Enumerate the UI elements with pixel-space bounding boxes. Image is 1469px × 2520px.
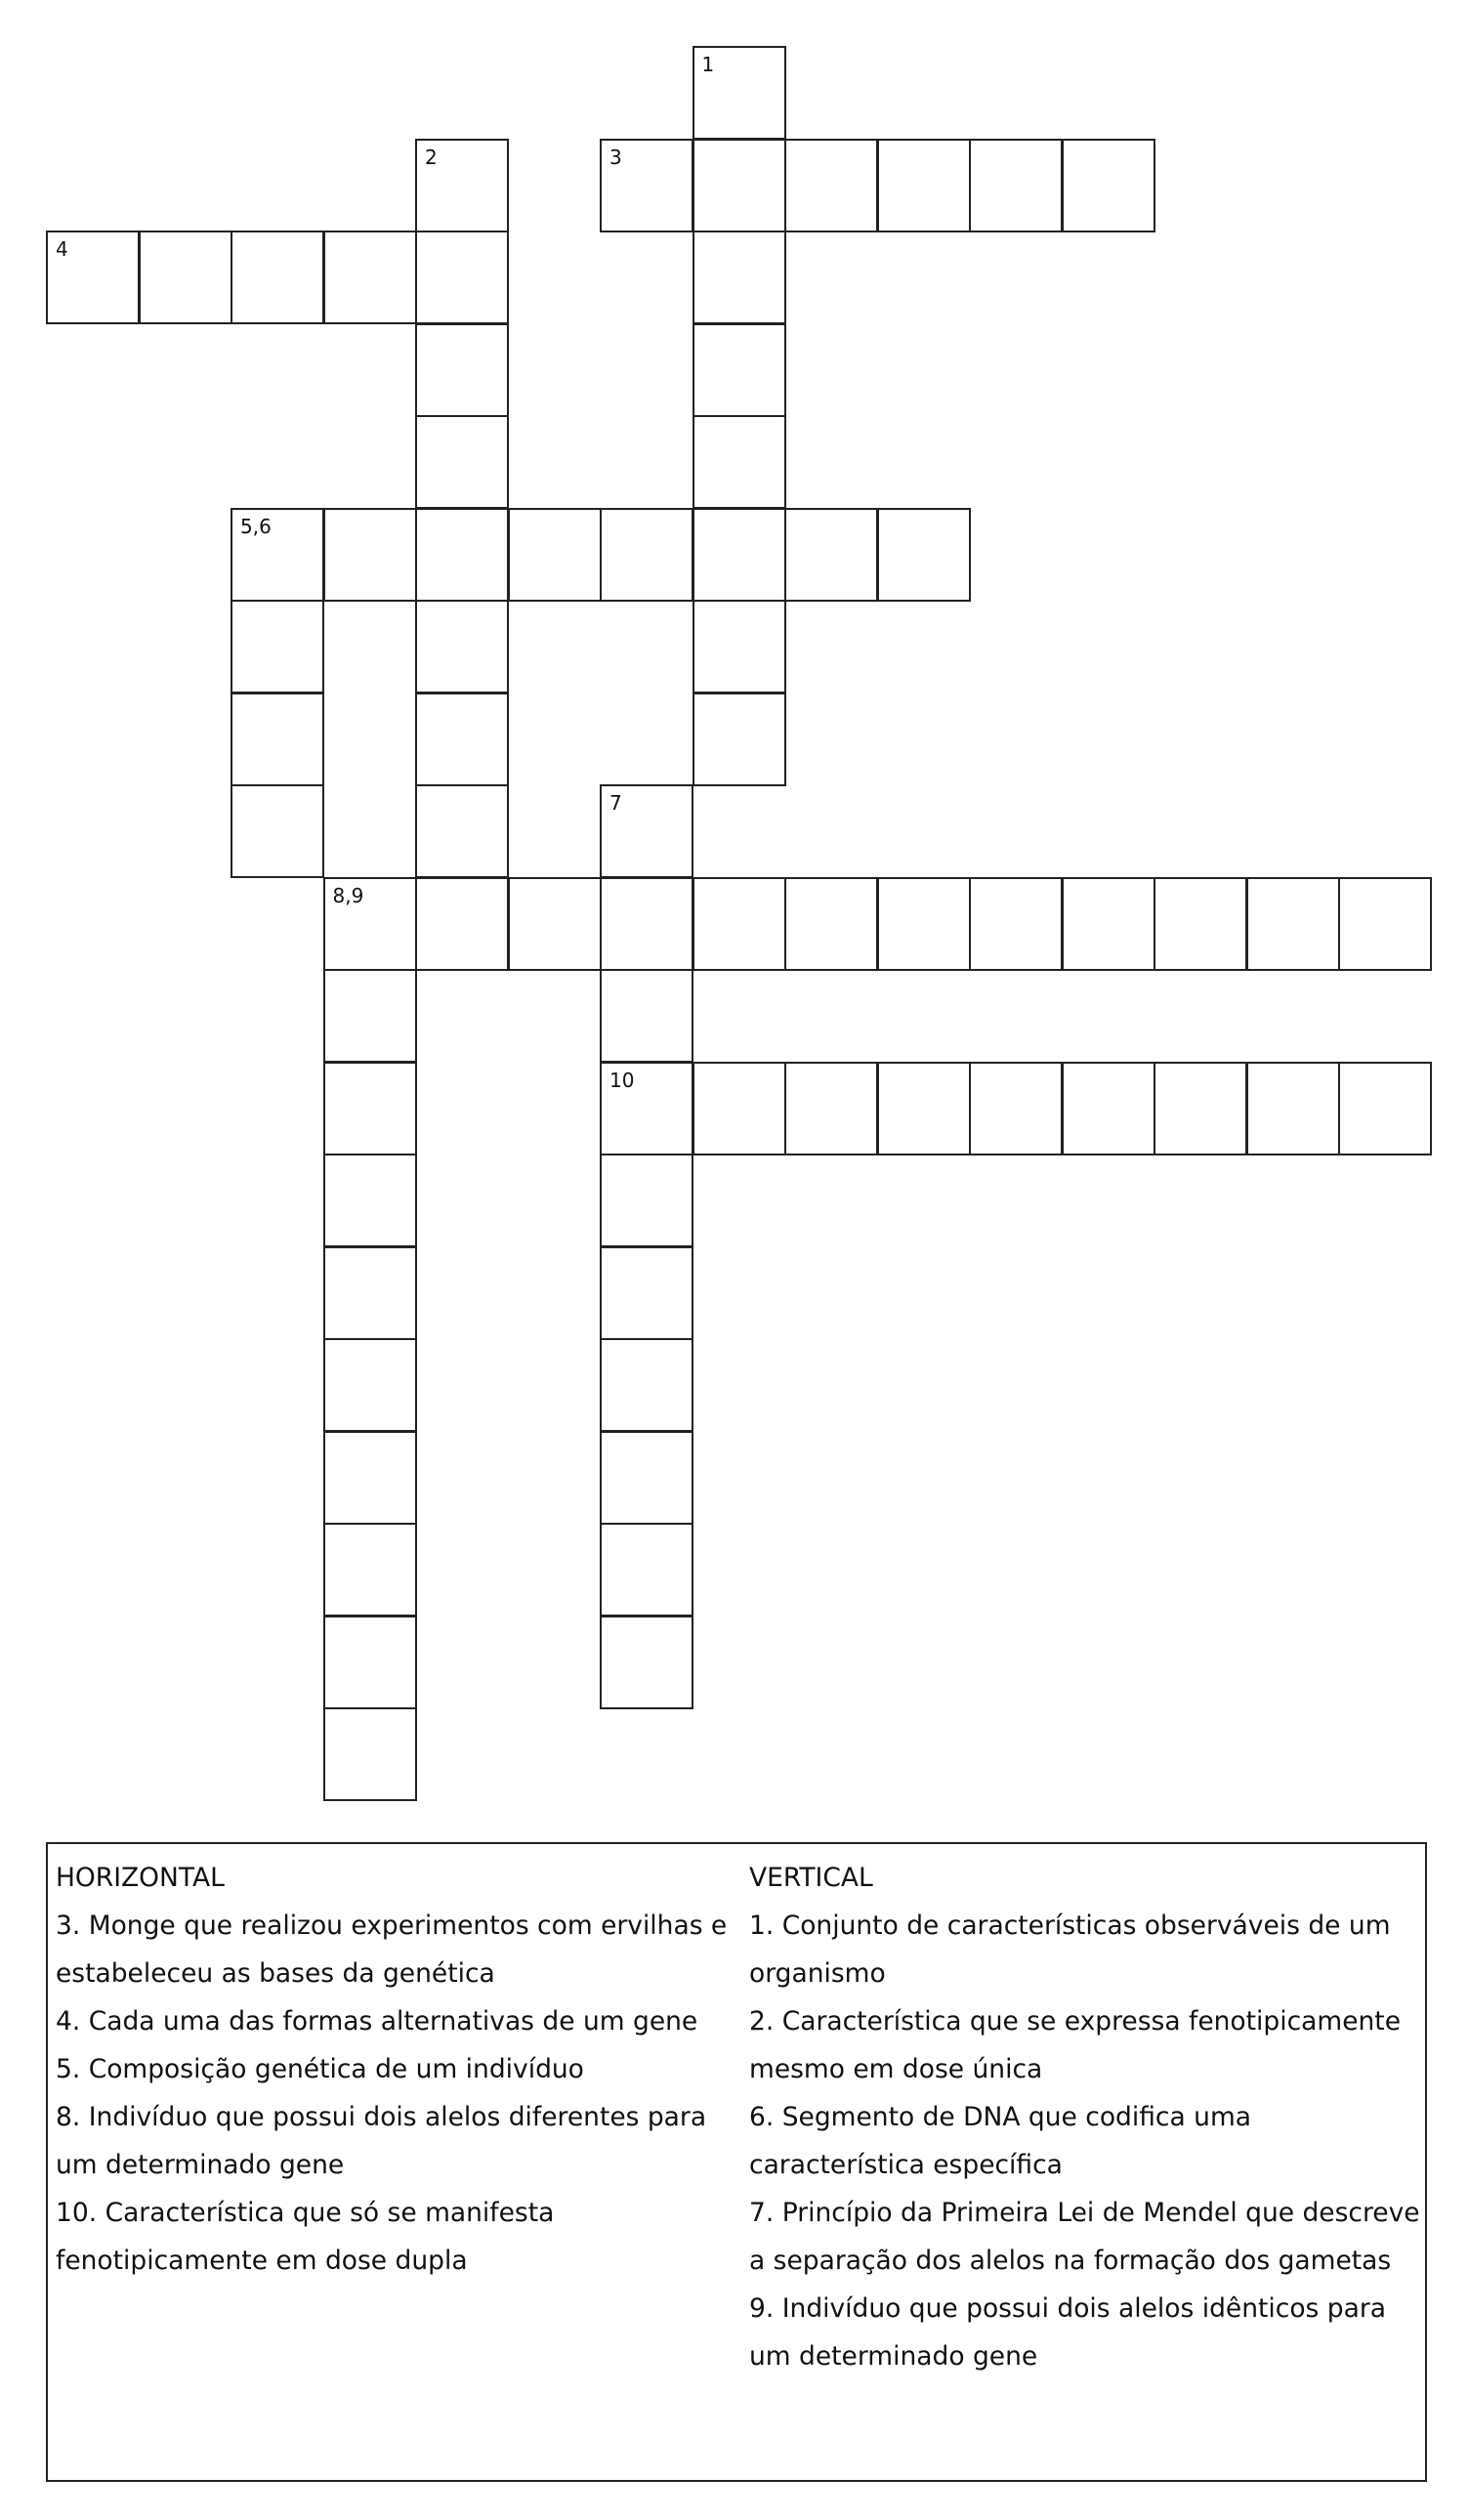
grid-cell[interactable] <box>1154 877 1247 971</box>
grid-cell[interactable] <box>784 508 878 602</box>
clue-horizontal-4: 4. Cada uma das formas alternativas de um gene <box>56 2006 698 2037</box>
grid-cell[interactable] <box>693 1062 786 1155</box>
grid-cell[interactable] <box>323 1246 417 1340</box>
clue-number: 4 <box>56 237 68 261</box>
grid-cell[interactable] <box>1338 877 1432 971</box>
grid-cell[interactable] <box>877 877 971 971</box>
grid-cell[interactable] <box>415 600 509 693</box>
clue-box <box>46 1842 1427 2482</box>
clue-vertical-1: 1. Conjunto de características observáveis de um organismo <box>749 1911 1391 1989</box>
grid-cell[interactable] <box>323 1338 417 1432</box>
grid-cell[interactable] <box>600 508 693 602</box>
grid-cell[interactable] <box>323 1707 417 1801</box>
clue-number: 10 <box>609 1068 635 1092</box>
vertical-clues <box>749 1854 1423 2380</box>
grid-cell[interactable] <box>877 1062 971 1155</box>
grid-cell[interactable] <box>969 877 1063 971</box>
grid-cell[interactable] <box>231 231 324 324</box>
clue-vertical-6: 6. Segmento de DNA que codifica uma característica específica <box>749 2102 1252 2180</box>
grid-cell[interactable] <box>415 877 509 971</box>
clue-number: 5,6 <box>240 514 272 538</box>
grid-cell[interactable] <box>600 1062 693 1155</box>
clue-number: 7 <box>609 791 622 815</box>
grid-cell[interactable] <box>415 784 509 878</box>
clue-number: 1 <box>701 53 715 76</box>
grid-cell[interactable] <box>877 139 971 232</box>
grid-cell[interactable] <box>600 1154 693 1247</box>
horizontal-clues <box>56 1854 739 2285</box>
grid-cell[interactable] <box>693 877 786 971</box>
grid-cell[interactable] <box>600 1338 693 1432</box>
grid-cell[interactable] <box>877 508 971 602</box>
clue-number: 2 <box>425 145 438 169</box>
grid-cell[interactable] <box>693 508 786 602</box>
clue-horizontal-3: 3. Monge que realizou experimentos com ervilhas e estabeleceu as bases da genética <box>56 1911 728 1989</box>
grid-cell[interactable] <box>139 231 232 324</box>
grid-cell[interactable] <box>600 877 693 971</box>
grid-cell[interactable] <box>323 1154 417 1247</box>
grid-cell[interactable] <box>693 323 786 417</box>
grid-cell[interactable] <box>415 508 509 602</box>
grid-cell[interactable] <box>508 508 602 602</box>
grid-cell[interactable] <box>600 784 693 878</box>
grid-cell[interactable] <box>600 1523 693 1617</box>
grid-cell[interactable] <box>231 784 324 878</box>
grid-cell[interactable] <box>600 1431 693 1525</box>
grid-cell[interactable] <box>969 139 1063 232</box>
grid-cell[interactable] <box>969 1062 1063 1155</box>
clue-number: 3 <box>609 145 622 169</box>
grid-cell[interactable] <box>323 1523 417 1617</box>
clue-vertical-2: 2. Característica que se expressa fenotipicamente mesmo em dose única <box>749 2006 1402 2084</box>
grid-cell[interactable] <box>231 600 324 693</box>
grid-cell[interactable] <box>693 415 786 509</box>
grid-cell[interactable] <box>231 693 324 786</box>
grid-cell[interactable] <box>323 969 417 1063</box>
grid-cell[interactable] <box>323 1431 417 1525</box>
grid-cell[interactable] <box>415 415 509 509</box>
grid-cell[interactable] <box>508 877 602 971</box>
horizontal-title: HORIZONTAL <box>56 1863 225 1893</box>
clue-vertical-7: 7. Princípio da Primeira Lei de Mendel que descreve a separação dos alelos na formação dos gametas <box>749 2198 1420 2276</box>
grid-cell[interactable] <box>1062 139 1155 232</box>
grid-cell[interactable] <box>323 1062 417 1155</box>
grid-cell[interactable] <box>1062 877 1155 971</box>
grid-cell[interactable] <box>323 1616 417 1709</box>
clue-number: 8,9 <box>332 883 364 907</box>
grid-cell[interactable] <box>415 323 509 417</box>
grid-cell[interactable] <box>1246 1062 1340 1155</box>
grid-cell[interactable] <box>323 877 417 971</box>
grid-cell[interactable] <box>323 508 417 602</box>
vertical-title: VERTICAL <box>749 1863 873 1893</box>
grid-cell[interactable] <box>323 231 417 324</box>
clue-horizontal-5: 5. Composição genética de um indivíduo <box>56 2054 584 2084</box>
grid-cell[interactable] <box>784 139 878 232</box>
grid-cell[interactable] <box>1154 1062 1247 1155</box>
grid-cell[interactable] <box>693 693 786 786</box>
grid-cell[interactable] <box>46 231 140 324</box>
grid-cell[interactable] <box>1062 1062 1155 1155</box>
grid-cell[interactable] <box>231 508 324 602</box>
grid-cell[interactable] <box>1338 1062 1432 1155</box>
clue-vertical-9: 9. Indivíduo que possui dois alelos idênticos para um determinado gene <box>749 2293 1386 2372</box>
clue-horizontal-8: 8. Indivíduo que possui dois alelos diferentes para um determinado gene <box>56 2102 707 2180</box>
grid-cell[interactable] <box>784 877 878 971</box>
grid-cell[interactable] <box>600 1616 693 1709</box>
grid-cell[interactable] <box>693 139 786 232</box>
grid-cell[interactable] <box>415 231 509 324</box>
grid-cell[interactable] <box>415 693 509 786</box>
grid-cell[interactable] <box>1246 877 1340 971</box>
grid-cell[interactable] <box>693 231 786 324</box>
grid-cell[interactable] <box>600 969 693 1063</box>
grid-cell[interactable] <box>693 600 786 693</box>
grid-cell[interactable] <box>415 139 509 232</box>
clue-horizontal-10: 10. Característica que só se manifesta fenotipicamente em dose dupla <box>56 2198 555 2276</box>
grid-cell[interactable] <box>600 139 693 232</box>
grid-cell[interactable] <box>693 46 786 140</box>
grid-cell[interactable] <box>784 1062 878 1155</box>
grid-cell[interactable] <box>600 1246 693 1340</box>
